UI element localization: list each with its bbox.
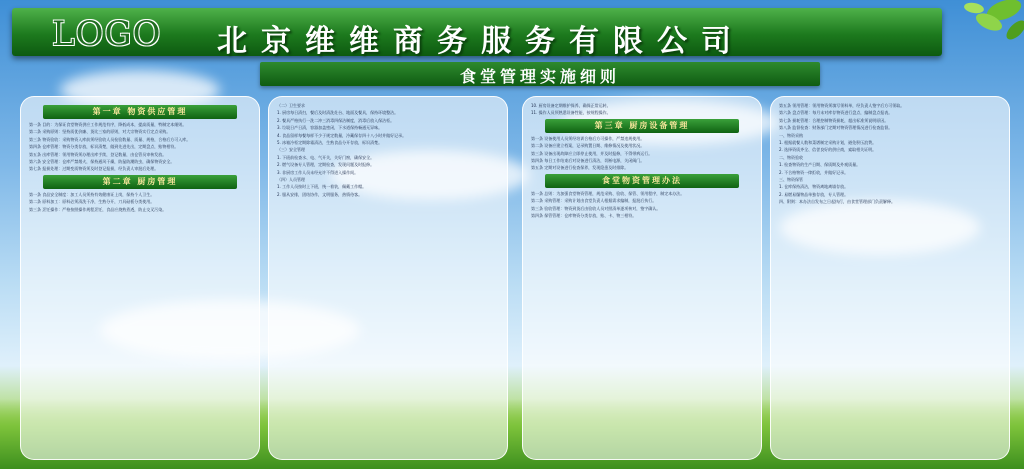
body-paragraph: 第三条 设备出现故障应立即停止使用，并及时报修，不得带病运行。 [531,150,653,156]
body-paragraph: 第七条 损耗管理：合理控制物资损耗，超出标准须说明原因。 [779,117,889,123]
content-panel-2 [268,96,508,460]
section-heading [545,119,739,133]
section-heading-text: 食堂物资管理办法 [602,175,682,185]
content-panel-4 [770,96,1010,460]
body-paragraph: 1. 工作人员按时上下班，统一着装，佩戴工作帽。 [277,184,367,190]
body-paragraph: 第二条 采购原则：坚持质优价廉、货比三家的原则，对大宗物资实行定点采购。 [29,129,171,135]
logo-text: LOGO [52,14,162,54]
subtitle-text: 食堂管理实施细则 [459,67,620,86]
body-paragraph: 2. 燃气设备专人管理，定期检查，发现问题及时报修。 [277,162,375,168]
body-paragraph: 第三条 物资验收：采购物资入库前须经验收人员检验数量、质量、规格，合格后方可入库。 [29,136,191,142]
panel-2-content [277,103,499,453]
body-paragraph: 2. 餐具严格执行一洗二冲三消毒四保洁制度，消毒后放入保洁柜。 [277,117,395,123]
body-paragraph: 1. 仓库保持清洁，物资离地离墙存放。 [779,184,849,190]
body-paragraph: 第八条 监督检查：财务部门定期对物资管理情况进行检查监督。 [779,125,893,131]
body-paragraph: 11. 操作人员须熟悉设备性能，按规程操作。 [531,110,611,116]
company-name: 北京维维商务服务有限公司 [217,24,745,59]
subtitle-banner [260,62,820,86]
body-paragraph: 3. 非厨房工作人员未经允许不得进入操作间。 [277,169,359,175]
body-paragraph: 2. 易燃易爆物品单独存放，专人管理。 [779,191,849,197]
body-paragraph: 一、物资采购 [779,132,803,138]
panel-1-content [29,103,251,453]
section-heading [545,174,739,188]
body-paragraph: 二、物资验收 [779,154,803,160]
body-paragraph: 第五条 定期对设备进行检查保养，发现隐患及时排除。 [531,165,629,171]
body-paragraph: （三）安全管理 [277,147,305,153]
content-panel-1 [20,96,260,460]
section-heading-text: 第二章 厨房管理 [102,176,178,186]
body-paragraph: （二）卫生要求 [277,103,305,108]
body-paragraph: 第一条 设备使用人员须经培训合格后方可操作，严禁违规使用。 [531,135,645,141]
section-heading [43,175,237,189]
body-paragraph: 第四条 保管管理：仓库物资分类存放，账、卡、物三相符。 [531,213,637,219]
body-paragraph: 第二条 设备应建立档案，记录购置日期、维修情况及使用状况。 [531,143,645,149]
body-paragraph: 第一条 目的：为保证食堂物资供应工作规范有序，降低成本，提高质量，特制定本细则。 [29,122,187,127]
body-paragraph: 第七条 报损处理：过期变质物资须及时登记报损，经负责人审批后处理。 [29,166,159,172]
body-paragraph: 第一条 食品安全制度：加工人员须持有效健康证上岗，保持个人卫生。 [29,191,155,197]
body-paragraph: 1. 根据就餐人数和菜谱制定采购计划，避免积压浪费。 [779,140,877,146]
section-heading-text: 第三章 厨房设备管理 [594,120,690,130]
section-heading [43,105,237,119]
body-paragraph: 第一条 总则：为加强食堂物资管理，规范采购、验收、保管、领用程序，制定本办法。 [531,190,685,196]
panel-3-content [531,103,753,453]
section-heading-text: 第一章 物资供应管理 [92,107,188,116]
body-paragraph: 第二条 原料加工：原料必须清洗干净，生熟分开，刀具砧板分类使用。 [29,199,155,205]
body-paragraph: 2. 不合格物资一律拒收，并做好记录。 [779,169,849,175]
body-paragraph: 1. 厨房每日清扫，餐后及时清洗灶台、地面及餐具，保持环境整洁。 [277,110,399,116]
leaves-decoration [934,0,1024,60]
body-paragraph: 四、附则：本办法自发布之日起执行，由食堂管理部门负责解释。 [779,199,895,205]
body-paragraph: 2. 选择资质齐全、信誉良好的供应商，索取相关证明。 [779,147,877,153]
body-paragraph: 4. 食品留样每餐每样不少于规定数量，冷藏保存四十八小时并做好记录。 [277,132,407,138]
body-paragraph: 第三条 验收管理：物资到货后由验收人员对照清单逐项核对，签字确认。 [531,205,661,211]
body-paragraph: 第六条 盘点管理：每月末对库存物资进行盘点，编制盘点报表。 [779,110,893,116]
body-paragraph: 5. 冰箱冷柜定期除霜清洁，生熟食品分开存放，标识清楚。 [277,140,383,146]
body-paragraph: （四）人员管理 [277,177,305,183]
body-paragraph: 第四条 仓库管理：物资分类存放，标识清楚，做到先进先出，定期盘点，账物相符。 [29,144,179,150]
body-paragraph: 1. 下班前检查水、电、气开关，关好门窗，确保安全。 [277,154,375,160]
body-paragraph: 第五条 出库管理：领用物资须办理出库手续，登记数量，由仓管员审核发放。 [29,151,167,157]
body-paragraph: 2. 服从安排，团结协作，文明服务，热情待客。 [277,191,363,197]
body-paragraph: 第二条 采购管理：采购计划由食堂负责人根据需求编制，报批后执行。 [531,198,657,204]
body-paragraph: 第四条 每日工作结束后对设备进行清洁，切断电源，关闭阀门。 [531,158,645,164]
body-paragraph: 10. 厨房设备定期维护保养，确保正常运转。 [531,103,611,108]
content-panel-3 [522,96,762,460]
body-paragraph: 第六条 安全管理：仓库严禁烟火，保持通风干燥，防鼠防潮防虫，确保物资安全。 [29,159,175,165]
body-paragraph: 1. 检查物资的生产日期、保质期及外观质量。 [779,162,861,168]
body-paragraph: 三、物资保管 [779,177,803,183]
body-paragraph: 第三条 烹饪操作：严格按照操作规程烹饪，食品应烧熟煮透，防止交叉污染。 [29,206,167,212]
body-paragraph: 第五条 领用管理：领用物资须填写领料单，经负责人签字后方可领取。 [779,103,905,108]
header-banner [12,8,942,59]
panel-4-content [779,103,1001,453]
body-paragraph: 3. 垃圾日产日清，容器加盖密闭，下水道保持畅通无异味。 [277,125,383,131]
